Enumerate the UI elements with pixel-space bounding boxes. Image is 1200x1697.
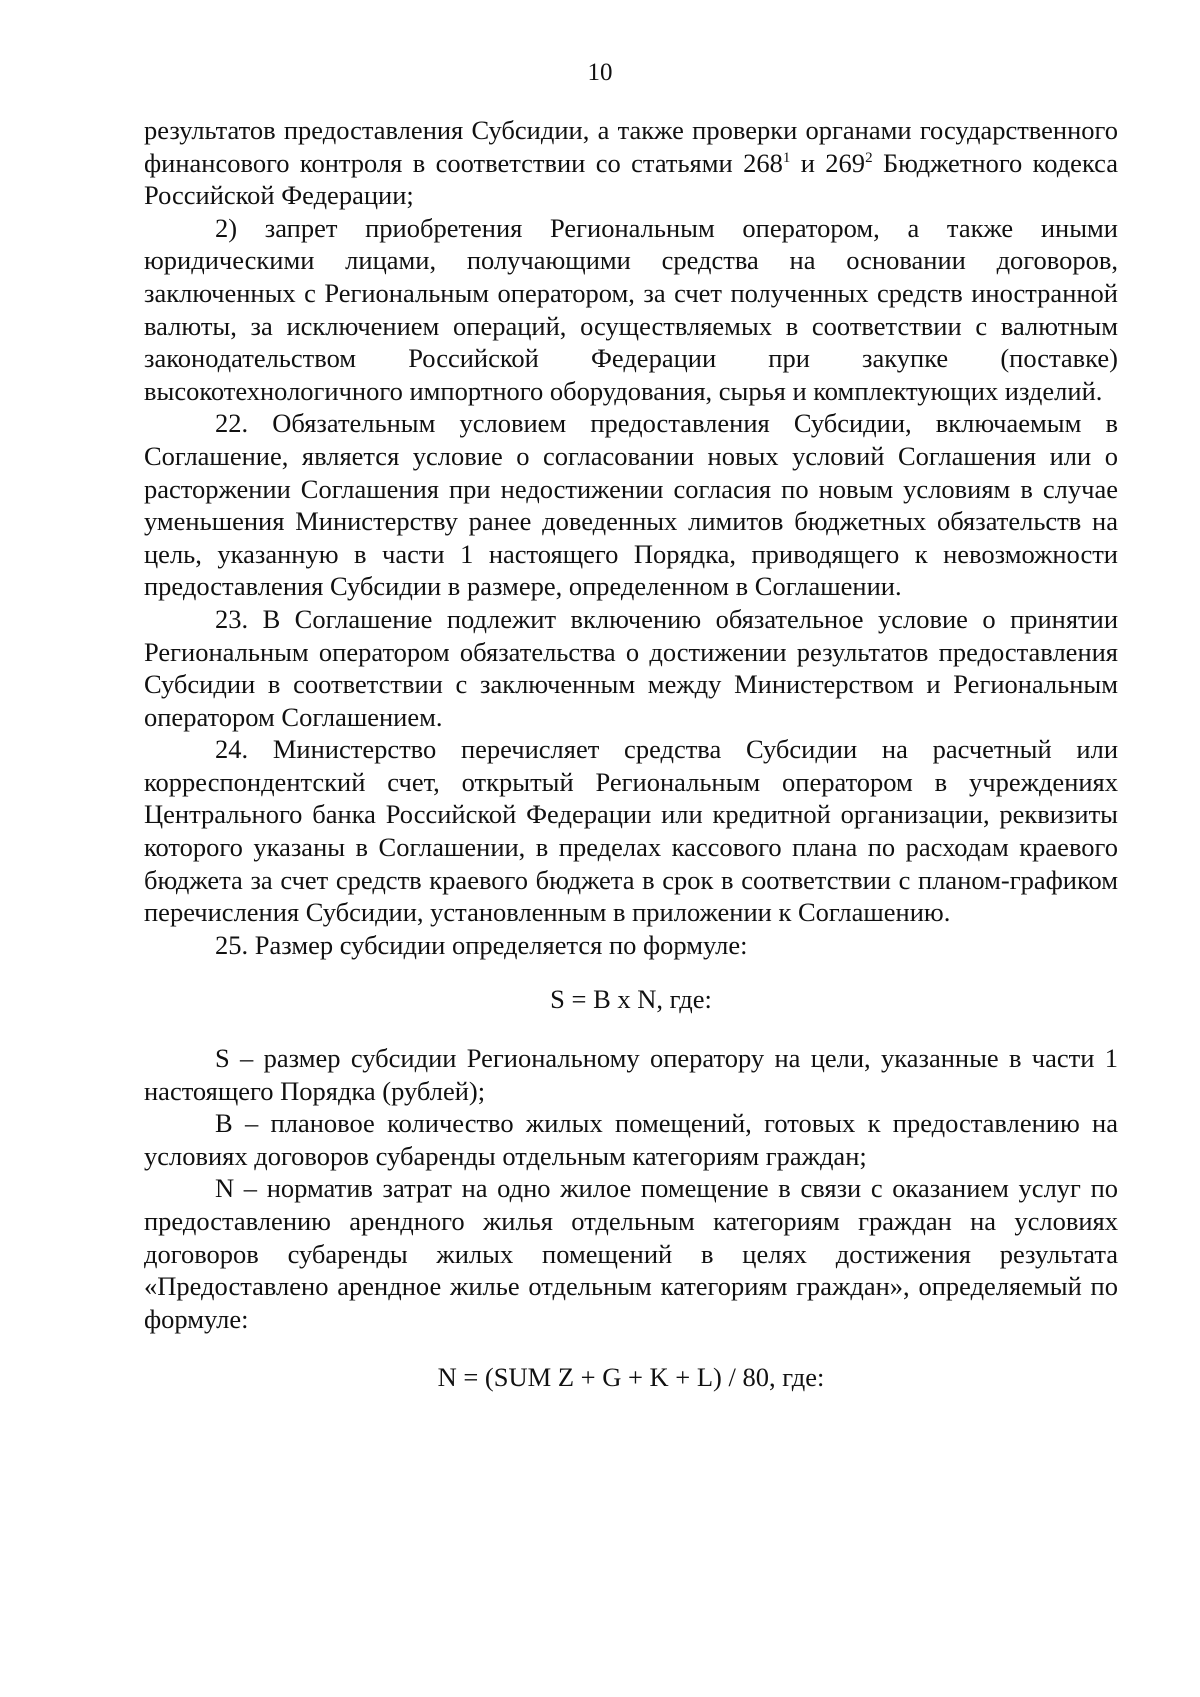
document-body: [144, 114, 1118, 1394]
superscript: 1: [782, 149, 791, 166]
paragraph-23: 23. В Соглашение подлежит включению обязательное условие о принятии Региональным оператором обязательства о достижении результатов предоставления Субсидии в соответствии с заключенным между Министерством и Региональным оператором Соглашением.: [144, 603, 1118, 732]
paragraph-24: 24. Министерство перечисляет средства Субсидии на расчетный или корреспондентский счет, открытый Региональным оператором в учреждениях Центрального банка Российской Федерации или кредитной организации, реквизиты которого указаны в Соглашении, в пределах кассового плана по расходам краевого бюджета за счет средств краевого бюджета в срок в соответствии с планом-графиком перечисления Субсидии, установленным в приложении к Соглашению.: [144, 734, 1118, 928]
page-number: 10: [587, 59, 613, 86]
paragraph-text: и 269: [790, 147, 866, 178]
definition-b: B – плановое количество жилых помещений, готовых к предоставлению на условиях договоров субаренды отдельным категориям граждан;: [144, 1108, 1118, 1171]
definition-s: S – размер субсидии Региональному оператору на цели, указанные в части 1 настоящего Порядка (рублей);: [144, 1043, 1118, 1106]
paragraph-25: 25. Размер субсидии определяется по формуле:: [215, 929, 748, 960]
formula-subsidy: S = B x N, где:: [550, 984, 712, 1015]
superscript: 2: [865, 149, 873, 166]
definition-n: N – норматив затрат на одно жилое помещение в связи с оказанием услуг по предоставлению арендного жилья отдельным категориям граждан на условиях договоров субаренды жилых помещений в целях достижения результата «Предоставлено арендное жилье отдельным категориям граждан», определяемый по формуле:: [144, 1173, 1118, 1334]
paragraph-text: Бюджетного кодекса Российской Федерации;: [144, 147, 1119, 211]
paragraph-continuation: [144, 114, 1118, 212]
paragraph-text: результатов предоставления Субсидии, а также проверки органами государственного финансового контроля в соответствии со статьями 268: [144, 115, 1118, 178]
paragraph-22: 22. Обязательным условием предоставления Субсидии, включаемым в Соглашение, является условие о согласовании новых условий Соглашения или о расторжении Соглашения при недостижении согласия по новым условиям в случае уменьшения Министерству ранее доведенных лимитов бюджетных обязательств на цель, указанную в части 1 настоящего Порядка, приводящего к невозможности предоставления Субсидии в размере, определенном в Соглашении.: [144, 408, 1118, 602]
paragraph-item-2: 2) запрет приобретения Региональным оператором, а также иными юридическими лицами, получающими средства на основании договоров, заключенных с Региональным оператором, за счет полученных средств иностранной валюты, за исключением операций, осуществляемых в соответствии с валютным законодательством Российской Федерации при закупке (поставке) высокотехнологичного импортного оборудования, сырья и комплектующих изделий.: [144, 212, 1118, 406]
formula-norm: N = (SUM Z + G + K + L) / 80, где:: [437, 1362, 825, 1393]
